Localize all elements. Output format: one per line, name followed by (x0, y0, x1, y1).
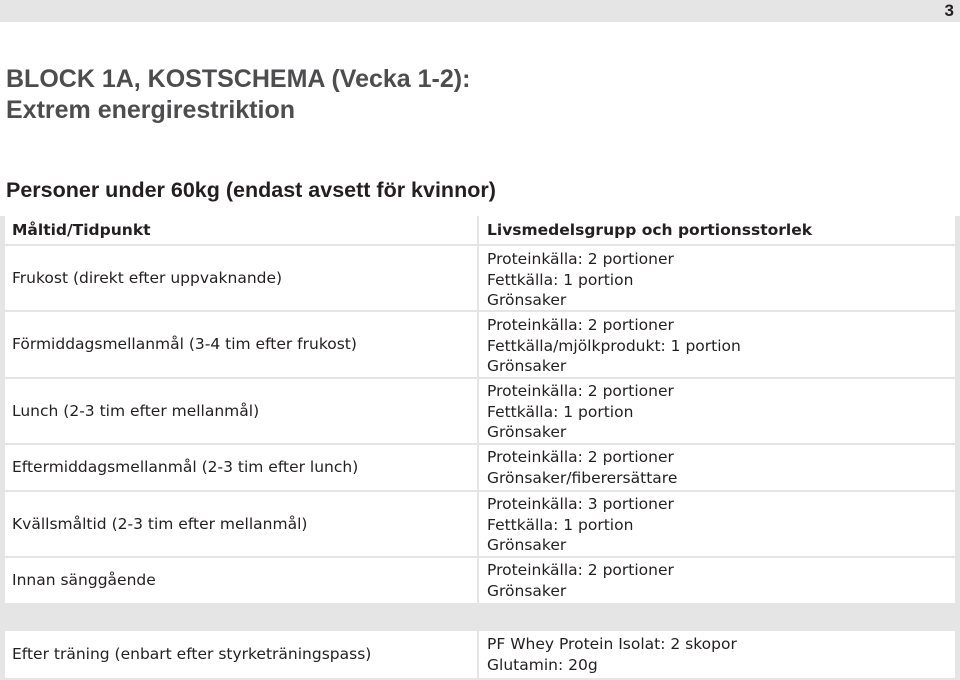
food-line: Fettkälla: 1 portion (487, 270, 634, 289)
food-cell (479, 312, 955, 377)
food-line: Fettkälla: 1 portion (487, 402, 634, 421)
meal-cell: Innan sänggående (5, 558, 477, 603)
meal-cell: Förmiddagsmellanmål (3-4 tim efter frukost) (5, 312, 477, 377)
food-line: Proteinkälla: 2 portioner (487, 316, 674, 334)
table-row (0, 312, 960, 379)
food-cell (479, 492, 955, 556)
food-line: Proteinkälla: 2 portioner (487, 250, 674, 268)
page-title-line-2: Extrem energirestriktion (6, 96, 295, 124)
food-line: Grönsaker (487, 581, 567, 600)
food-line: Fettkälla/mjölkprodukt: 1 portion (487, 336, 741, 355)
food-cell (479, 631, 955, 678)
table-row-post-training (0, 631, 960, 680)
food-cell (479, 558, 955, 603)
meal-cell: Lunch (2-3 tim efter mellanmål) (5, 379, 477, 443)
food-cell (479, 445, 955, 490)
header-food: Livsmedelsgrupp och portionsstorlek (479, 216, 955, 244)
food-line: Proteinkälla: 3 portioner (487, 495, 674, 513)
food-line: Grönsaker (487, 357, 567, 375)
meal-cell: Frukost (direkt efter uppvaknande) (5, 246, 477, 310)
page-title (6, 64, 470, 126)
meal-cell: Eftermiddagsmellanmål (2-3 tim efter lunch) (5, 445, 477, 490)
meal-cell: Efter träning (enbart efter styrketräningspass) (5, 631, 477, 678)
food-line: Proteinkälla: 2 portioner (487, 448, 674, 466)
food-cell (479, 379, 955, 443)
food-line: Proteinkälla: 2 portioner (487, 561, 674, 579)
table-row (0, 246, 960, 312)
table-row (0, 445, 960, 492)
food-cell (479, 246, 955, 310)
food-line: Grönsaker (487, 536, 567, 554)
header-meal: Måltid/Tidpunkt (5, 216, 477, 244)
table-header-row (0, 216, 960, 246)
table-row (0, 492, 960, 558)
food-line: Grönsaker/fiberersättare (487, 468, 678, 487)
table-separator (0, 605, 960, 631)
table-row (0, 379, 960, 445)
table-row (0, 558, 960, 605)
meal-cell: Kvällsmåltid (2-3 tim efter mellanmål) (5, 492, 477, 556)
food-line: PF Whey Protein Isolat: 2 skopor (487, 635, 737, 653)
section-subtitle: Personer under 60kg (endast avsett för kvinnor) (6, 178, 496, 202)
food-line: Proteinkälla: 2 portioner (487, 382, 674, 400)
page-number-bar (0, 0, 960, 22)
food-line: Glutamin: 20g (487, 655, 598, 674)
page-title-line-1: BLOCK 1A, KOSTSCHEMA (Vecka 1-2): (6, 65, 471, 93)
food-line: Grönsaker (487, 423, 567, 441)
food-line: Fettkälla: 1 portion (487, 515, 634, 534)
food-line: Grönsaker (487, 291, 567, 309)
page-number: 3 (944, 1, 954, 20)
